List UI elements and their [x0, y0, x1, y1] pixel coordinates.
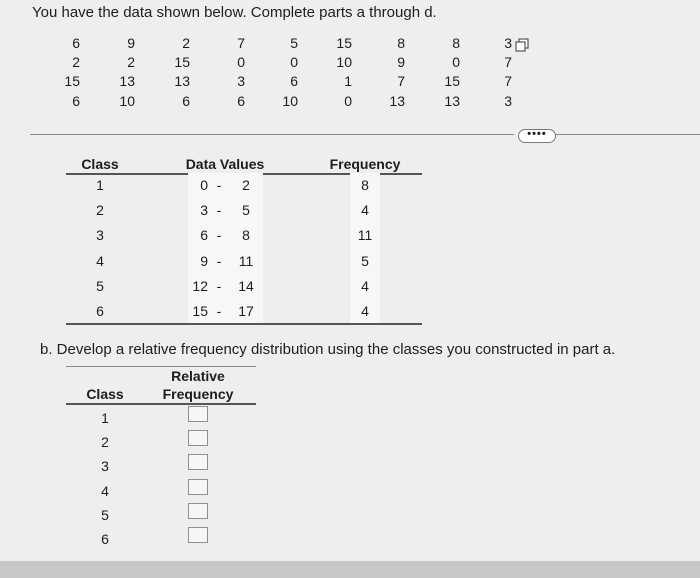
lower-limit: 6 — [200, 227, 208, 243]
table-bottom-rule — [66, 323, 422, 325]
data-cell: 7 — [397, 73, 405, 89]
data-cell: 7 — [504, 54, 512, 70]
data-values-column — [188, 173, 263, 323]
data-cell: 0 — [344, 93, 352, 109]
lower-limit: 12 — [192, 278, 208, 294]
upper-limit: 8 — [242, 227, 250, 243]
part-b-prompt: b. Develop a relative frequency distribution using the classes you constructed in part a. — [40, 341, 616, 358]
data-cell: 7 — [504, 73, 512, 89]
data-cell: 6 — [290, 73, 298, 89]
data-cell: 6 — [182, 93, 190, 109]
data-cell: 6 — [72, 35, 80, 51]
relative-frequency-input[interactable] — [188, 430, 208, 446]
data-cell: 2 — [127, 54, 135, 70]
relative-header: Relative — [171, 368, 225, 384]
frequency-column — [350, 173, 380, 323]
data-cell: 13 — [174, 73, 190, 89]
lower-limit: 9 — [200, 253, 208, 269]
data-cell: 8 — [397, 35, 405, 51]
rf-class-number: 1 — [101, 410, 109, 426]
data-cell: 6 — [237, 93, 245, 109]
class-number: 5 — [96, 278, 104, 294]
frequency-value: 8 — [361, 177, 369, 193]
data-cell: 3 — [237, 73, 245, 89]
section-divider — [30, 134, 514, 135]
data-cell: 10 — [119, 93, 135, 109]
upper-limit: 11 — [238, 253, 254, 269]
data-cell: 10 — [336, 54, 352, 70]
frequency-value: 11 — [357, 227, 373, 243]
rf-class-number: 6 — [101, 531, 109, 547]
data-cell: 15 — [64, 73, 80, 89]
copy-icon[interactable] — [515, 38, 529, 52]
rf-class-number: 3 — [101, 458, 109, 474]
class-number: 3 — [96, 227, 104, 243]
rf-class-number: 4 — [101, 483, 109, 499]
range-dash: - — [216, 227, 222, 243]
data-cell: 10 — [282, 93, 298, 109]
class-number: 1 — [96, 177, 104, 193]
range-dash: - — [216, 253, 222, 269]
data-cell: 6 — [72, 93, 80, 109]
data-cell: 3 — [504, 93, 512, 109]
range-dash: - — [216, 177, 222, 193]
data-cell: 0 — [290, 54, 298, 70]
data-values-header: Data Values — [185, 156, 265, 172]
frequency-header: Frequency — [329, 156, 401, 172]
data-cell: 0 — [452, 54, 460, 70]
data-cell: 3 — [504, 35, 512, 51]
upper-limit: 17 — [238, 303, 254, 319]
lower-limit: 3 — [200, 202, 208, 218]
relative-frequency-input[interactable] — [188, 503, 208, 519]
upper-limit: 5 — [242, 202, 250, 218]
data-cell: 7 — [237, 35, 245, 51]
rf-class-number: 5 — [101, 507, 109, 523]
rf-class-number: 2 — [101, 434, 109, 450]
section-divider — [556, 134, 700, 135]
class-header: Class — [81, 156, 119, 172]
relative-frequency-input[interactable] — [188, 406, 208, 422]
upper-limit: 2 — [242, 177, 250, 193]
frequency-value: 4 — [361, 202, 369, 218]
relative-frequency-input[interactable] — [188, 454, 208, 470]
data-cell: 5 — [290, 35, 298, 51]
relative-frequency-header: Frequency — [162, 386, 234, 402]
relative-frequency-input[interactable] — [188, 479, 208, 495]
data-cell: 9 — [127, 35, 135, 51]
data-cell: 13 — [389, 93, 405, 109]
data-cell: 13 — [119, 73, 135, 89]
page-bottom-rule — [0, 561, 700, 578]
data-cell: 1 — [344, 73, 352, 89]
data-cell: 2 — [72, 54, 80, 70]
lower-limit: 0 — [200, 177, 208, 193]
data-cell: 8 — [452, 35, 460, 51]
range-dash: - — [216, 202, 222, 218]
data-cell: 13 — [444, 93, 460, 109]
data-cell: 0 — [237, 54, 245, 70]
expand-more-button[interactable]: •••• — [518, 129, 556, 143]
lower-limit: 15 — [192, 303, 208, 319]
range-dash: - — [216, 303, 222, 319]
data-cell: 2 — [182, 35, 190, 51]
instructions: You have the data shown below. Complete parts a through d. — [32, 4, 437, 21]
frequency-value: 4 — [361, 303, 369, 319]
rf-top-rule — [66, 366, 256, 367]
upper-limit: 14 — [238, 278, 254, 294]
frequency-value: 5 — [361, 253, 369, 269]
rf-class-header: Class — [86, 386, 124, 402]
range-dash: - — [216, 278, 222, 294]
data-cell: 15 — [336, 35, 352, 51]
rf-header-rule — [66, 403, 256, 405]
class-number: 6 — [96, 303, 104, 319]
data-cell: 15 — [444, 73, 460, 89]
data-cell: 15 — [174, 54, 190, 70]
class-number: 2 — [96, 202, 104, 218]
data-cell: 9 — [397, 54, 405, 70]
relative-frequency-input[interactable] — [188, 527, 208, 543]
frequency-value: 4 — [361, 278, 369, 294]
class-number: 4 — [96, 253, 104, 269]
